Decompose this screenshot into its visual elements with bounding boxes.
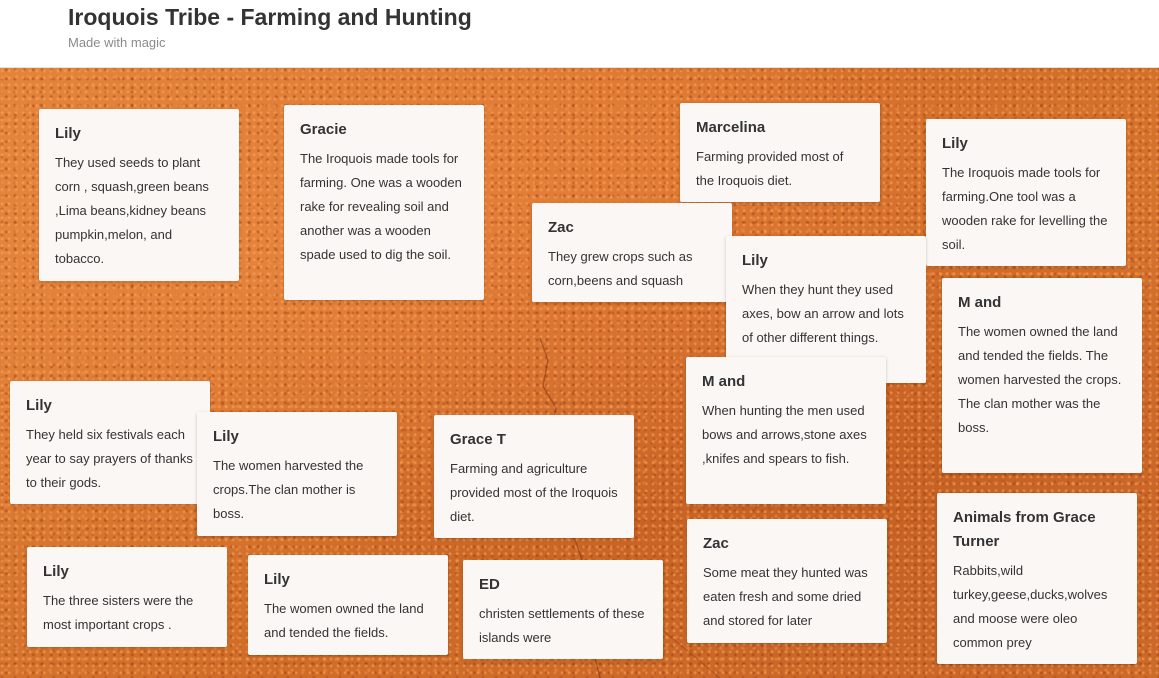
post-card[interactable]: [434, 415, 634, 538]
post-body: The women owned the land and tended the fields.: [264, 601, 424, 640]
post-author: Lily: [43, 563, 69, 580]
post-card[interactable]: [10, 381, 210, 504]
post-body: They grew crops such as corn,beens and squash: [548, 249, 693, 288]
post-body: Rabbits,wild turkey,geese,ducks,wolves and moose were oleo common prey: [953, 563, 1108, 650]
post-body: Farming provided most of the Iroquois diet.: [696, 149, 844, 188]
post-body: The Iroquois made tools for farming. One was a wooden rake for revealing soil and another was a wooden spade used to dig the soil.: [300, 151, 462, 262]
post-author: Gracie: [300, 121, 347, 138]
post-body: The women owned the land and tended the fields. The women harvested the crops. The clan mother was the boss.: [958, 324, 1122, 435]
post-author: Zac: [548, 219, 574, 236]
post-card[interactable]: [926, 119, 1126, 266]
post-body: They held six festivals each year to say prayers of thanks to their gods.: [26, 427, 193, 490]
post-card[interactable]: [248, 555, 448, 655]
post-body: They used seeds to plant corn , squash,green beans ,Lima beans,kidney beans pumpkin,melon, and tobacco.: [55, 155, 209, 266]
page-subtitle: Made with magic: [68, 35, 166, 50]
page-title: Iroquois Tribe - Farming and Hunting: [68, 4, 472, 30]
post-author: Lily: [55, 125, 81, 142]
post-card[interactable]: [39, 109, 239, 281]
post-author: M and: [702, 373, 746, 390]
post-card[interactable]: [686, 357, 886, 504]
post-author: Lily: [26, 397, 52, 414]
post-card[interactable]: [937, 493, 1137, 664]
post-author: Lily: [264, 571, 290, 588]
post-body: When they hunt they used axes, bow an arrow and lots of other different things.: [742, 282, 904, 345]
post-body: Farming and agriculture provided most of the Iroquois diet.: [450, 461, 618, 524]
post-body: The three sisters were the most important crops .: [43, 593, 194, 632]
post-body: christen settlements of these islands were: [479, 606, 645, 645]
post-card[interactable]: [687, 519, 887, 643]
post-body: Some meat they hunted was eaten fresh and some dried and stored for later: [703, 565, 868, 628]
post-author: ED: [479, 576, 500, 593]
post-card[interactable]: [942, 278, 1142, 473]
post-card[interactable]: [680, 103, 880, 202]
post-card[interactable]: [27, 547, 227, 647]
post-author: Lily: [942, 135, 968, 152]
post-body: When hunting the men used bows and arrows,stone axes ,knifes and spears to fish.: [702, 403, 867, 466]
post-card[interactable]: [284, 105, 484, 300]
post-card[interactable]: [532, 203, 732, 302]
post-author: Lily: [213, 428, 239, 445]
post-author: Grace T: [450, 431, 506, 448]
post-body: The Iroquois made tools for farming.One tool was a wooden rake for levelling the soil.: [942, 165, 1108, 252]
post-card[interactable]: [197, 412, 397, 536]
post-body: The women harvested the crops.The clan mother is boss.: [213, 458, 364, 521]
post-author: M and: [958, 294, 1002, 311]
post-author: Lily: [742, 252, 768, 269]
padlet-header: [0, 0, 1159, 68]
post-author: Animals from Grace Turner: [953, 509, 1096, 550]
post-card[interactable]: [463, 560, 663, 659]
post-author: Zac: [703, 535, 729, 552]
board-wall: [0, 68, 1159, 678]
post-author: Marcelina: [696, 119, 766, 136]
